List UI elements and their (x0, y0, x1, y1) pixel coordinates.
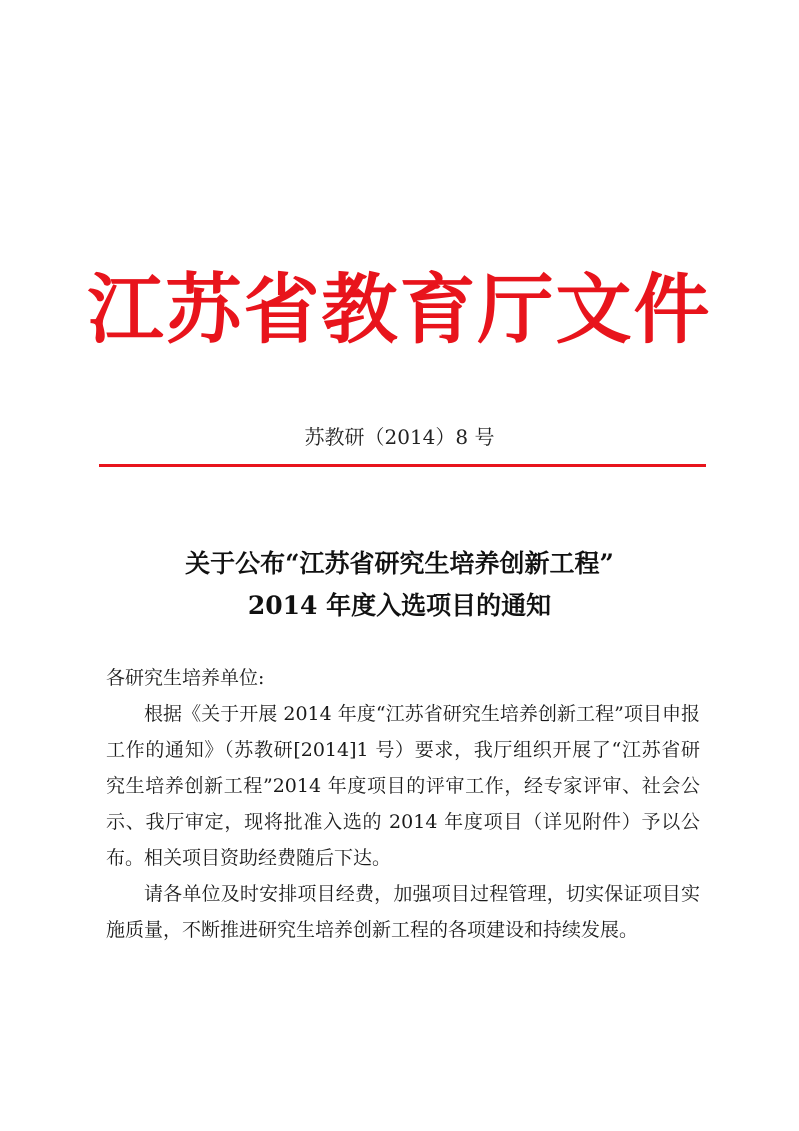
salutation: 各研究生培养单位: (106, 667, 265, 689)
notice-title (60, 543, 739, 627)
body-paragraph-2: 请各单位及时安排项目经费，加强项目过程管理，切实保证项目实施质量，不断推进研究生培养创新工程的各项建设和持续发展。 (106, 883, 700, 941)
red-divider-line (99, 464, 706, 467)
notice-title-line-2: 2014 年度入选项目的通知 (247, 591, 552, 620)
document-number: 苏教研（2014）8 号 (304, 425, 495, 449)
notice-title-line-1: 关于公布“江苏省研究生培养创新工程” (185, 549, 614, 578)
document-masthead: 江苏省教育厅文件 (87, 265, 712, 354)
notice-body (106, 660, 700, 948)
body-paragraph-1: 根据《关于开展 2014 年度“江苏省研究生培养创新工程”项目申报工作的通知》（苏教研[2014]1 号）要求，我厅组织开展了“江苏省研究生培养创新工程”2014 年度项目的评审工作，经专家评审、社会公示、我厅审定，现将批准入选的 2014 年度项目（详见附件）予以公布。相关项目资助经费随后下达。 (106, 703, 700, 869)
